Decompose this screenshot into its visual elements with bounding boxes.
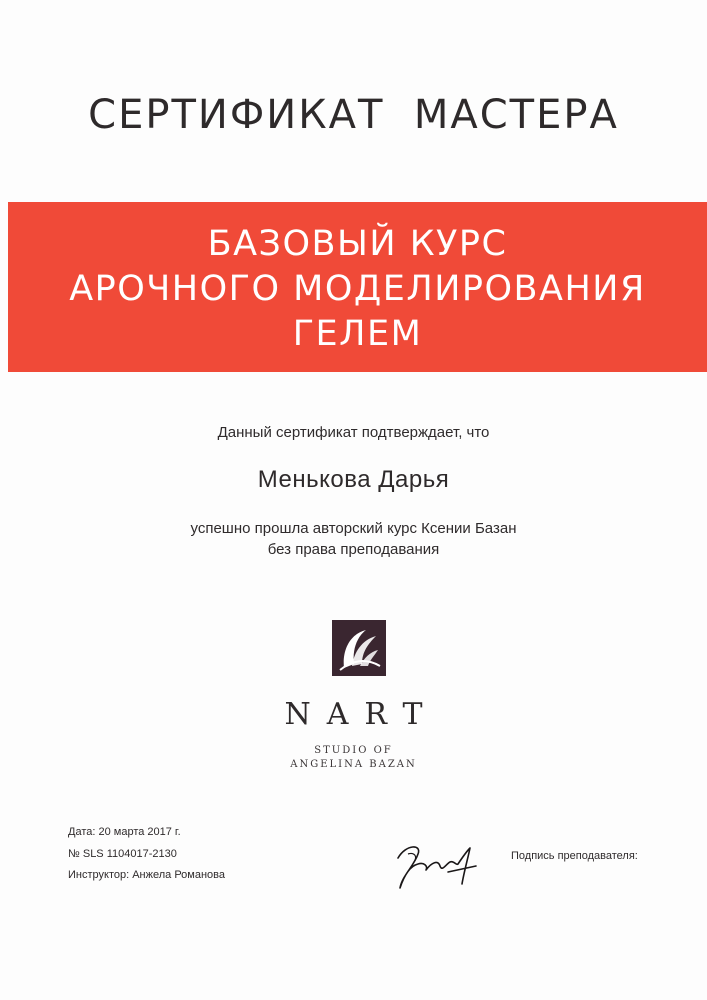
nart-logo-mark-icon <box>332 620 386 676</box>
confirmation-text: Данный сертификат подтверждает, что <box>217 424 490 441</box>
logo-subtitle-line-2: ANGELINA BAZAN <box>290 759 417 770</box>
certificate-number: № SLS 1104017-2130 <box>68 848 177 860</box>
signature-label: Подпись преподавателя: <box>511 850 638 862</box>
certificate-title: СЕРТИФИКАТ МАСТЕРА <box>88 92 619 138</box>
logo-subtitle-line-1: STUDIO OF <box>314 745 393 756</box>
nart-wordmark: NART <box>284 697 439 732</box>
course-banner <box>8 202 707 372</box>
instructor-name: Инструктор: Анжела Романова <box>68 869 226 881</box>
course-title-line-3: ГЕЛЕМ <box>292 314 423 354</box>
course-title-line-2: АРОЧНОГО МОДЕЛИРОВАНИЯ <box>69 269 646 309</box>
course-description-line-1: успешно прошла авторский курс Ксении Базан <box>190 520 517 537</box>
course-title-line-1: БАЗОВЫЙ КУРС <box>207 224 508 264</box>
recipient-name: Менькова Дарья <box>257 466 450 493</box>
handwritten-signature-icon <box>388 836 484 894</box>
certificate-date: Дата: 20 марта 2017 г. <box>68 826 181 838</box>
course-description-line-2: без права преподавания <box>267 541 440 558</box>
